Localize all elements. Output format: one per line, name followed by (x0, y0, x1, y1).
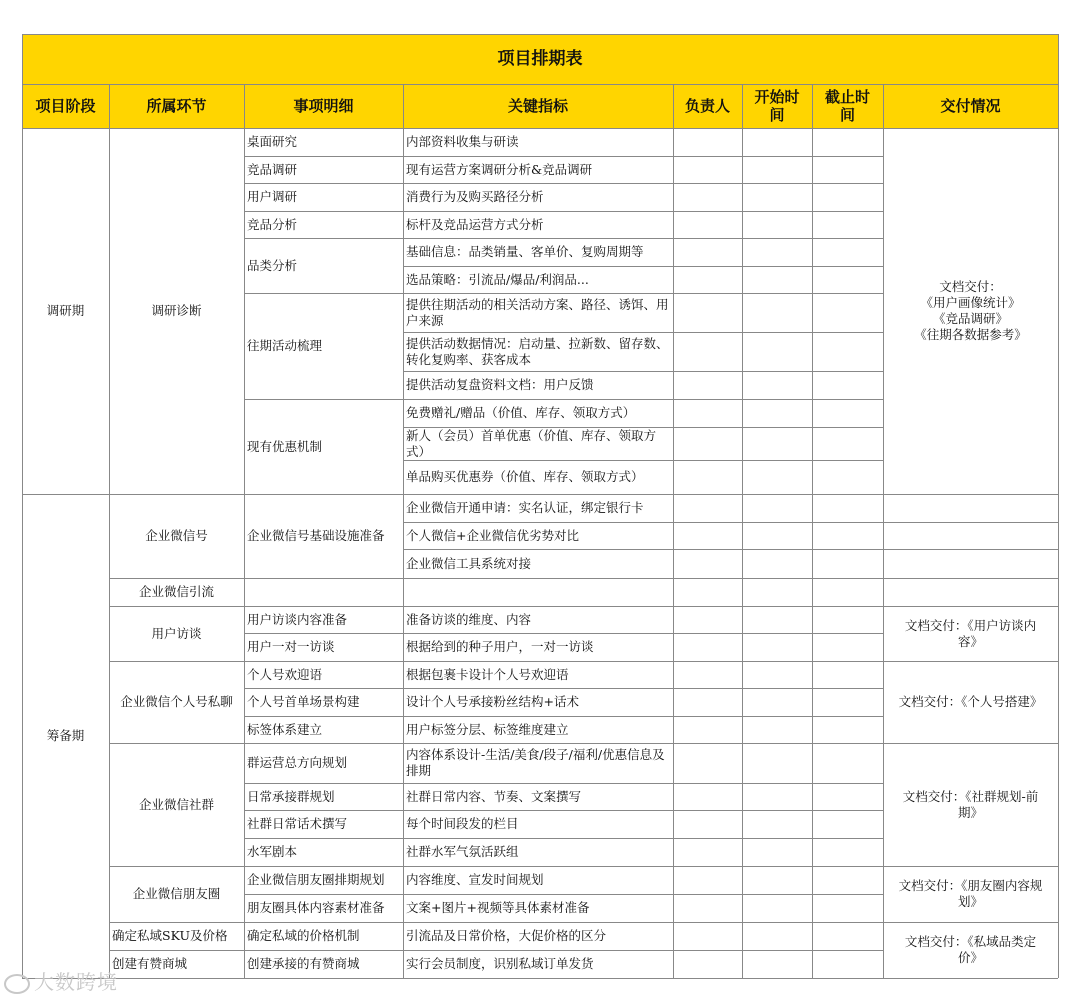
row-line (673, 183, 742, 184)
row-line (673, 950, 742, 951)
section-cell (109, 494, 244, 578)
header-delivery (883, 84, 1058, 128)
section-cell-text: 企业微信个人号私聊 (120, 694, 233, 709)
table-title (22, 34, 1058, 84)
item-cell-text: 企业微信号基础设施准备 (247, 528, 385, 543)
item-cell-text: 创建承接的有赞商城 (247, 956, 360, 971)
metric-cell (403, 950, 673, 978)
section-cell (109, 866, 244, 922)
row-line (673, 922, 742, 923)
row-line (812, 522, 883, 523)
row-line (673, 578, 742, 579)
metric-cell-text: 内容维度、宣发时间规划 (406, 872, 544, 887)
row-line (742, 661, 812, 662)
metric-cell-text: 企业微信工具系统对接 (406, 555, 532, 571)
section-cell (109, 950, 244, 978)
metric-cell (403, 266, 673, 293)
row-line (812, 293, 883, 294)
metric-cell-text: 单品购买优惠券（价值、库存、领取方式） (406, 469, 644, 484)
item-cell-text: 用户一对一访谈 (247, 639, 335, 654)
row-line (742, 606, 812, 607)
metric-cell (403, 399, 673, 427)
section-cell-text: 企业微信引流 (138, 584, 214, 599)
row-line (742, 894, 812, 895)
metric-cell (403, 688, 673, 716)
section-cell (109, 606, 244, 661)
section-cell-text: 创建有赞商城 (112, 956, 188, 971)
row-line (22, 128, 1058, 129)
row-line (812, 238, 883, 239)
row-line (812, 838, 883, 839)
header-section (109, 84, 244, 128)
watermark-logo-icon (4, 974, 30, 994)
item-cell (244, 293, 403, 399)
item-cell-text: 用户调研 (247, 189, 298, 204)
row-line (742, 716, 812, 717)
metric-cell (403, 922, 673, 950)
item-cell-text: 确定私域的价格机制 (247, 928, 360, 943)
table-title-text: 项目排期表 (497, 49, 583, 69)
item-cell (244, 156, 403, 183)
metric-cell-text: 消费行为及购买路径分析 (406, 189, 544, 204)
header-end-text: 截止时间 (824, 88, 870, 124)
item-cell (244, 399, 403, 494)
item-cell (244, 183, 403, 211)
item-cell (244, 211, 403, 238)
metric-cell (403, 783, 673, 810)
row-line (742, 810, 812, 811)
header-end (812, 84, 883, 128)
row-line (742, 688, 812, 689)
metric-cell-text: 文案+图片+视频等具体素材准备 (406, 900, 590, 915)
metric-cell-text: 内部资料收集与研读 (406, 134, 519, 149)
metric-cell-text: 基础信息：品类销量、客单价、复购周期等 (406, 244, 644, 259)
item-cell-text: 朋友圈具体内容素材准备 (247, 900, 385, 915)
item-cell (244, 783, 403, 810)
row-line (812, 156, 883, 157)
row-line (22, 978, 1058, 979)
delivery-cell (883, 494, 1058, 522)
section-cell-text: 调研诊断 (151, 303, 202, 318)
delivery-cell (883, 578, 1058, 606)
header-item-text: 事项明细 (293, 97, 354, 115)
item-cell-text: 日常承接群规划 (247, 788, 335, 804)
col-line (22, 34, 23, 978)
row-line (812, 950, 883, 951)
row-line (673, 427, 742, 428)
item-cell-text: 品类分析 (247, 257, 298, 273)
item-cell-text: 竞品调研 (247, 161, 298, 177)
metric-cell (403, 211, 673, 238)
delivery-cell (883, 522, 1058, 549)
metric-cell (403, 633, 673, 661)
row-line (742, 783, 812, 784)
metric-cell (403, 156, 673, 183)
delivery-cell (883, 549, 1058, 578)
metric-cell (403, 810, 673, 838)
col-line (109, 84, 110, 978)
item-cell-text: 企业微信朋友圈排期规划 (247, 872, 385, 887)
header-phase (22, 84, 109, 128)
row-line (812, 922, 883, 923)
row-line (742, 371, 812, 372)
row-line (742, 399, 812, 400)
metric-cell (403, 894, 673, 922)
item-cell (244, 633, 403, 661)
metric-cell (403, 716, 673, 743)
row-line (742, 211, 812, 212)
delivery-cell (883, 922, 1058, 978)
phase-cell-text: 筹备期 (46, 728, 85, 743)
item-cell (244, 950, 403, 978)
metric-cell-text: 根据包裹卡设计个人号欢迎语 (406, 666, 569, 682)
delivery-cell-text: 文档交付： 《用户画像统计》 《竞品调研》 《往期各数据参考》 (914, 279, 1027, 342)
metric-cell-text: 标杆及竞品运营方式分析 (406, 216, 544, 232)
metric-cell (403, 743, 673, 783)
row-line (673, 460, 742, 461)
row-line (812, 810, 883, 811)
row-line (742, 266, 812, 267)
row-line (742, 238, 812, 239)
row-line (673, 293, 742, 294)
header-item (244, 84, 403, 128)
section-cell (109, 128, 244, 494)
item-cell (244, 578, 403, 606)
row-line (812, 549, 883, 550)
metric-cell (403, 866, 673, 894)
metric-cell (403, 238, 673, 266)
item-cell (244, 661, 403, 688)
row-line (742, 427, 812, 428)
metric-cell (403, 494, 673, 522)
metric-cell-text: 免费赠礼/赠品（价值、库存、领取方式） (406, 405, 636, 420)
row-line (742, 460, 812, 461)
metric-cell (403, 427, 673, 460)
metric-cell-text: 新人（会员）首单优惠（价值、库存、领取方式） (406, 427, 657, 459)
metric-cell (403, 606, 673, 633)
item-cell (244, 922, 403, 950)
col-line (403, 84, 404, 978)
section-cell (109, 922, 244, 950)
item-cell (244, 606, 403, 633)
row-line (673, 783, 742, 784)
item-cell-text: 桌面研究 (247, 134, 298, 149)
header-metric (403, 84, 673, 128)
metric-cell-text: 用户标签分层、标签维度建立 (406, 721, 569, 737)
metric-cell-text: 实行会员制度，识别私域订单发货 (406, 956, 594, 971)
row-line (673, 606, 742, 607)
watermark-text: 大数跨境 (34, 970, 118, 994)
watermark (4, 966, 118, 995)
schedule-table (22, 34, 1058, 978)
row-line (673, 156, 742, 157)
metric-cell-text: 每个时间段发的栏目 (406, 816, 519, 831)
row-line (742, 332, 812, 333)
delivery-cell (883, 866, 1058, 922)
header-start-text: 开始时间 (754, 88, 800, 124)
row-line (812, 866, 883, 867)
section-cell-text: 企业微信朋友圈 (132, 886, 221, 901)
row-line (812, 578, 883, 579)
row-line (812, 633, 883, 634)
row-line (742, 633, 812, 634)
row-line (673, 838, 742, 839)
item-cell-text: 用户访谈内容准备 (247, 611, 348, 627)
row-line (812, 716, 883, 717)
delivery-cell-text: 文档交付：《朋友圈内容规划》 (898, 878, 1043, 909)
header-phase-text: 项目阶段 (35, 97, 96, 115)
row-line (742, 494, 812, 495)
metric-cell-text: 选品策略：引流品/爆品/利润品... (406, 271, 589, 287)
item-cell-text: 竞品分析 (247, 216, 298, 232)
delivery-cell-text: 文档交付：《用户访谈内容》 (904, 617, 1037, 649)
delivery-cell-text: 文档交付：《个人号搭建》 (898, 694, 1043, 709)
delivery-cell (883, 661, 1058, 743)
phase-cell (22, 494, 109, 978)
item-cell (244, 238, 403, 293)
section-cell (109, 661, 244, 743)
metric-cell (403, 661, 673, 688)
row-line (742, 293, 812, 294)
row-line (812, 460, 883, 461)
row-line (812, 494, 883, 495)
row-line (673, 211, 742, 212)
item-cell (244, 716, 403, 743)
item-cell (244, 128, 403, 156)
metric-cell-text: 企业微信开通申请：实名认证，绑定银行卡 (406, 500, 644, 515)
metric-cell (403, 522, 673, 549)
row-line (742, 838, 812, 839)
row-line (812, 783, 883, 784)
metric-cell (403, 578, 673, 606)
row-line (22, 84, 1058, 85)
metric-cell (403, 332, 673, 371)
item-cell (244, 688, 403, 716)
col-line (673, 84, 674, 978)
item-cell-text: 个人号首单场景构建 (247, 694, 360, 709)
delivery-cell (883, 743, 1058, 866)
item-cell-text: 群运营总方向规划 (247, 755, 348, 770)
metric-cell-text: 准备访谈的维度、内容 (406, 611, 532, 627)
row-line (812, 211, 883, 212)
item-cell-text: 往期活动梳理 (247, 338, 323, 353)
delivery-cell-text: 文档交付：《私域品类定价》 (904, 934, 1037, 965)
phase-cell-text: 调研期 (46, 303, 85, 318)
header-owner (673, 84, 742, 128)
metric-cell-text: 提供活动数据情况：启动量、拉新数、留存数、转化复购率、获客成本 (406, 335, 669, 367)
col-line (812, 84, 813, 978)
metric-cell (403, 371, 673, 399)
row-line (742, 866, 812, 867)
row-line (812, 183, 883, 184)
delivery-cell (883, 128, 1058, 494)
row-line (812, 427, 883, 428)
col-line (883, 84, 884, 978)
row-line (673, 661, 742, 662)
item-cell (244, 838, 403, 866)
row-line (812, 894, 883, 895)
header-section-text: 所属环节 (146, 97, 207, 115)
metric-cell (403, 128, 673, 156)
item-cell-text: 水军剧本 (247, 844, 298, 859)
row-line (673, 332, 742, 333)
row-line (742, 156, 812, 157)
row-line (22, 34, 1058, 35)
metric-cell-text: 个人微信+企业微信优劣势对比 (406, 527, 579, 543)
metric-cell (403, 293, 673, 332)
header-metric-text: 关键指标 (507, 97, 568, 115)
row-line (742, 183, 812, 184)
row-line (742, 578, 812, 579)
section-cell-text: 企业微信社群 (138, 796, 214, 812)
metric-cell (403, 838, 673, 866)
metric-cell-text: 提供往期活动的相关活动方案、路径、诱饵、用户来源 (406, 296, 669, 328)
row-line (673, 238, 742, 239)
metric-cell-text: 内容体系设计-生活/美食/段子/福利/优惠信息及排期 (406, 747, 665, 778)
row-line (742, 549, 812, 550)
row-line (673, 716, 742, 717)
item-cell (244, 810, 403, 838)
header-start (742, 84, 812, 128)
row-line (812, 743, 883, 744)
row-line (812, 266, 883, 267)
col-line (244, 84, 245, 978)
row-line (673, 688, 742, 689)
row-line (673, 399, 742, 400)
metric-cell (403, 460, 673, 494)
row-line (673, 894, 742, 895)
row-line (673, 743, 742, 744)
item-cell (244, 494, 403, 578)
item-cell-text: 社群日常话术撰写 (247, 816, 348, 831)
row-line (812, 371, 883, 372)
metric-cell-text: 提供活动复盘资料文档：用户反馈 (406, 377, 594, 392)
row-line (742, 950, 812, 951)
row-line (673, 810, 742, 811)
item-cell-text: 标签体系建立 (247, 721, 323, 737)
metric-cell-text: 设计个人号承接粉丝结构+话术 (406, 694, 579, 709)
row-line (812, 606, 883, 607)
item-cell-text: 现有优惠机制 (247, 438, 323, 454)
row-line (742, 922, 812, 923)
metric-cell-text: 社群水军气氛活跃组 (406, 844, 519, 859)
row-line (673, 371, 742, 372)
header-owner-text: 负责人 (684, 97, 730, 115)
metric-cell-text: 社群日常内容、节奏、文案撰写 (406, 788, 582, 804)
section-cell-text: 企业微信号 (145, 528, 208, 543)
row-line (812, 399, 883, 400)
item-cell (244, 894, 403, 922)
header-delivery-text: 交付情况 (940, 97, 1001, 115)
metric-cell-text: 现有运营方案调研分析&竞品调研 (406, 161, 593, 177)
metric-cell-text: 根据给到的种子用户，一对一访谈 (406, 639, 594, 654)
section-cell (109, 743, 244, 866)
metric-cell (403, 183, 673, 211)
col-line (1058, 34, 1059, 978)
row-line (673, 522, 742, 523)
phase-cell (22, 128, 109, 494)
row-line (673, 633, 742, 634)
delivery-cell-text: 文档交付：《社群规划-前期》 (902, 788, 1039, 820)
row-line (742, 522, 812, 523)
col-line (742, 84, 743, 978)
section-cell-text: 用户访谈 (151, 625, 202, 641)
metric-cell (403, 549, 673, 578)
delivery-cell (883, 606, 1058, 661)
item-cell (244, 866, 403, 894)
row-line (673, 494, 742, 495)
section-cell-text: 确定私域SKU及价格 (112, 928, 228, 943)
row-line (742, 743, 812, 744)
row-line (673, 549, 742, 550)
row-line (812, 688, 883, 689)
metric-cell-text: 引流品及日常价格，大促价格的区分 (406, 928, 607, 943)
section-cell (109, 578, 244, 606)
row-line (673, 866, 742, 867)
item-cell (244, 743, 403, 783)
row-line (673, 266, 742, 267)
row-line (812, 332, 883, 333)
item-cell-text: 个人号欢迎语 (247, 666, 323, 682)
row-line (812, 661, 883, 662)
